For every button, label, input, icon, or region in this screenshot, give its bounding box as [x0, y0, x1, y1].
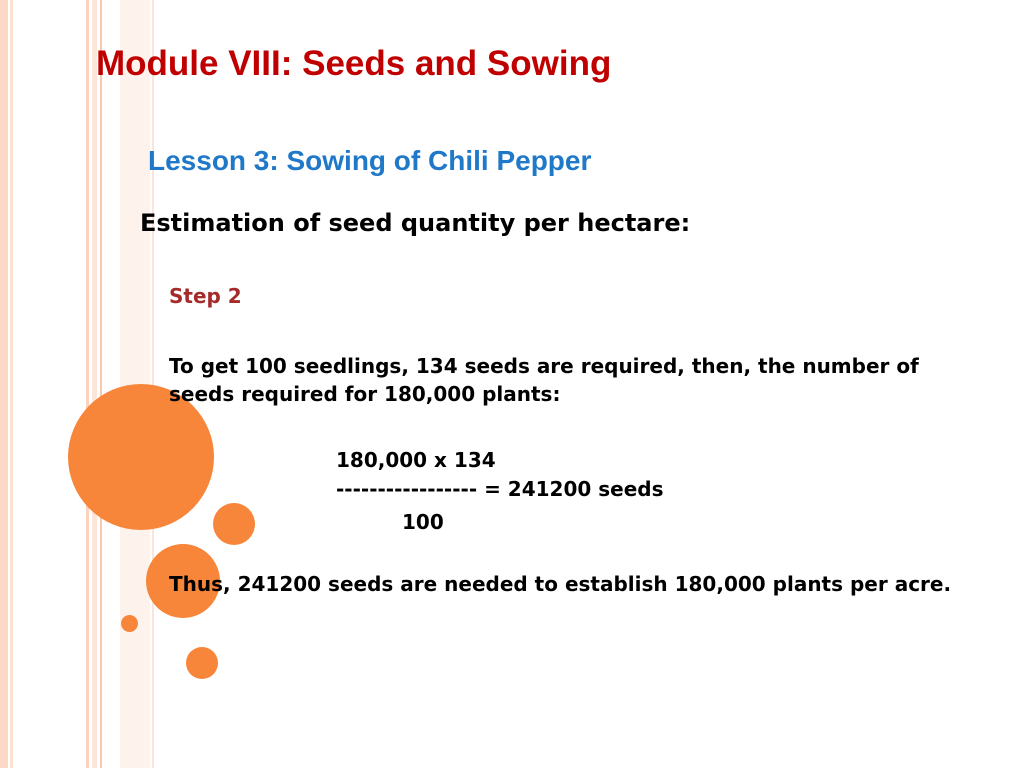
- lesson-subtitle: Lesson 3: Sowing of Chili Pepper: [148, 145, 592, 176]
- stripe: [10, 0, 13, 768]
- conclusion-paragraph: Thus, 241200 seeds are needed to establish 180,000 plants per acre.: [169, 572, 952, 596]
- slide-title: Module VIII: Seeds and Sowing: [96, 44, 612, 83]
- calculation-divider-result: ----------------- = 241200 seeds: [336, 477, 664, 501]
- stripe: [0, 0, 8, 768]
- intro-paragraph: To get 100 seedlings, 134 seeds are required, then, the number of seeds required for 180,000 plants:: [169, 354, 919, 406]
- stripe: [86, 0, 89, 768]
- decorative-circle-tiny: [121, 615, 138, 632]
- calculation-denominator: 100: [402, 510, 444, 534]
- step-label: Step 2: [169, 284, 242, 308]
- calculation-numerator: 180,000 x 134: [336, 448, 496, 472]
- section-heading: Estimation of seed quantity per hectare:: [140, 209, 691, 237]
- decorative-circle-small: [186, 647, 218, 679]
- stripe: [92, 0, 97, 768]
- decorative-circle-small: [213, 503, 255, 545]
- stripe: [100, 0, 102, 768]
